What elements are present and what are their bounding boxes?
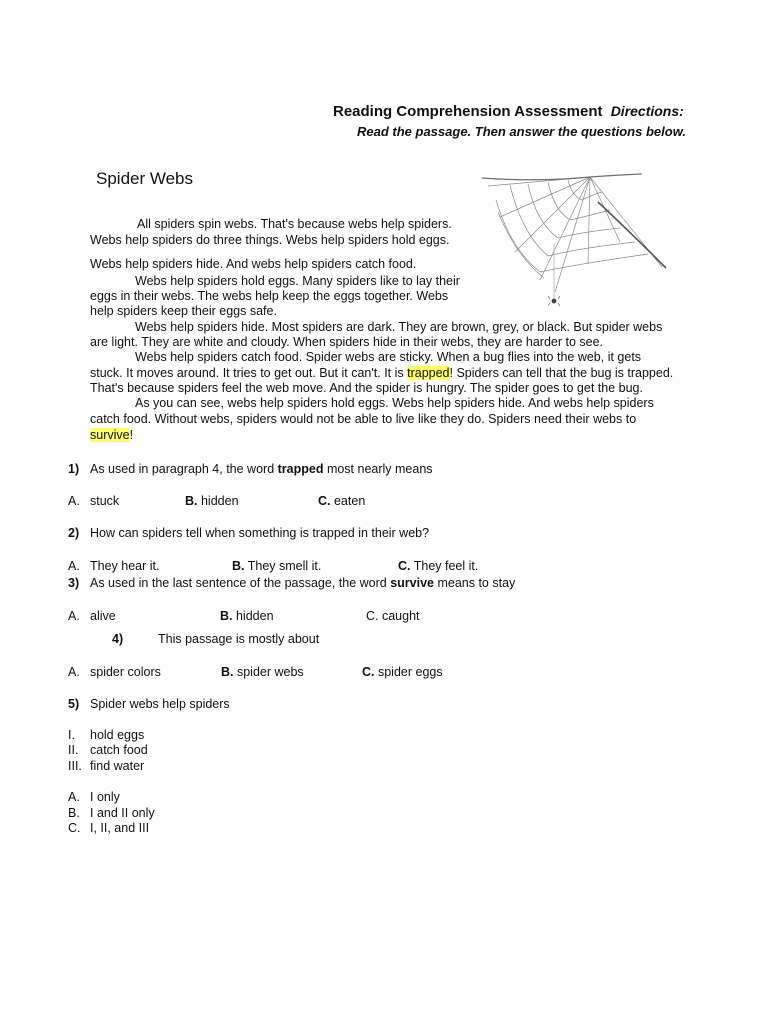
question-text: This passage is mostly about <box>158 632 320 646</box>
question-text: How can spiders tell when something is trapped in their web? <box>90 526 430 540</box>
statement-label: II. <box>68 743 79 757</box>
question-text: Spider webs help spiders <box>90 697 230 711</box>
option-c[interactable] <box>362 665 443 679</box>
option-c[interactable]: C. caught <box>366 609 420 623</box>
passage-line: As you can see, webs help spiders hold eggs. Webs help spiders hide. And webs help spiders <box>135 396 654 410</box>
passage-line-survive <box>90 428 133 444</box>
spider-web-illustration <box>470 172 670 312</box>
option-label: C. <box>362 665 375 679</box>
highlighted-word-trapped: trapped <box>407 366 450 380</box>
option-a[interactable]: stuck <box>90 494 120 508</box>
option-text: They feel it. <box>413 559 479 573</box>
option-c[interactable] <box>318 494 365 508</box>
statement-label: I. <box>68 728 75 742</box>
question-number: 3) <box>68 576 80 590</box>
question-text-part: means to stay <box>433 576 516 590</box>
option-label: A. <box>68 559 80 573</box>
directions-text: Read the passage. Then answer the questions below. <box>357 124 686 139</box>
passage-line: Webs help spiders hold eggs. Many spiders like to lay their <box>135 274 460 288</box>
question-number: 5) <box>68 697 80 711</box>
option-a[interactable]: alive <box>90 609 116 623</box>
passage-line: Webs help spiders hide. Most spiders are dark. They are brown, grey, or black. But spider webs <box>135 320 663 334</box>
statement-label: III. <box>68 759 82 773</box>
question-text <box>90 462 433 476</box>
passage-line: help spiders keep their eggs safe. <box>90 304 277 318</box>
option-label: A. <box>68 665 80 679</box>
option-c[interactable] <box>398 559 478 573</box>
option-b[interactable] <box>221 665 304 679</box>
passage-line: catch food. Without webs, spiders would not be able to live like they do. Spiders need their webs to <box>90 412 637 426</box>
option-b[interactable] <box>220 609 274 623</box>
statement-text: catch food <box>90 743 148 757</box>
option-text: hidden <box>200 494 239 508</box>
option-label: B. <box>221 665 234 679</box>
option-label: C. <box>318 494 331 508</box>
question-keyword: survive <box>390 576 434 590</box>
passage-line: are light. They are white and cloudy. When spiders hide in their webs, they are harder to see. <box>90 335 604 349</box>
passage-text: stuck. It moves around. It tries to get out. But it can't. It is <box>90 366 408 380</box>
passage-line: That's because spiders feel the web move. And the spider is hungry. The spider goes to get the bug. <box>90 381 643 395</box>
option-text: eaten <box>333 494 366 508</box>
assessment-title-text: Reading Comprehension Assessment <box>333 103 603 120</box>
question-text-part: As used in the last sentence of the passage, the word <box>90 576 391 590</box>
passage-line: eggs in their webs. The webs help keep the eggs together. Webs <box>90 289 449 303</box>
passage-text: ! Spiders can tell that the bug is trapped. <box>449 366 674 380</box>
option-text: hidden <box>235 609 274 623</box>
statement-text: find water <box>90 759 145 773</box>
passage-line: Webs help spiders do three things. Webs help spiders hold eggs. <box>90 233 450 247</box>
option-a[interactable]: I only <box>90 790 120 804</box>
question-number: 2) <box>68 526 80 540</box>
passage-line: Webs help spiders catch food. Spider webs are sticky. When a bug flies into the web, it gets <box>135 350 642 364</box>
passage-line-trapped <box>90 366 673 382</box>
passage-line: All spiders spin webs. That's because webs help spiders. <box>137 217 452 231</box>
directions-label: Directions: <box>610 103 684 119</box>
option-a[interactable]: spider colors <box>90 665 161 679</box>
option-text: They smell it. <box>247 559 322 573</box>
passage-text: ! <box>129 428 134 442</box>
option-label: C. <box>68 821 81 835</box>
option-c[interactable]: I, II, and III <box>90 821 150 835</box>
assessment-title <box>333 103 684 120</box>
option-b[interactable] <box>232 559 321 573</box>
option-text: spider webs <box>236 665 304 679</box>
question-text-part: As used in paragraph 4, the word <box>90 462 278 476</box>
option-label: B. <box>220 609 233 623</box>
option-label: A. <box>68 790 80 804</box>
option-a[interactable]: They hear it. <box>90 559 160 573</box>
question-number: 1) <box>68 462 80 476</box>
option-label: C. <box>398 559 411 573</box>
question-text-part: most nearly means <box>323 462 433 476</box>
option-b[interactable] <box>185 494 239 508</box>
passage-line: Webs help spiders hide. And webs help spiders catch food. <box>90 257 417 271</box>
question-number: 4) <box>112 632 124 646</box>
option-label: B. <box>68 806 80 820</box>
option-b[interactable]: I and II only <box>90 806 155 820</box>
option-text: spider eggs <box>377 665 443 679</box>
option-label: B. <box>232 559 245 573</box>
highlighted-word-survive: survive <box>90 428 130 442</box>
option-label: A. <box>68 494 80 508</box>
question-keyword: trapped <box>277 462 324 476</box>
passage-title: Spider Webs <box>96 169 194 188</box>
option-label: A. <box>68 609 80 623</box>
question-text <box>90 576 515 590</box>
option-label: B. <box>185 494 198 508</box>
statement-text: hold eggs <box>90 728 145 742</box>
